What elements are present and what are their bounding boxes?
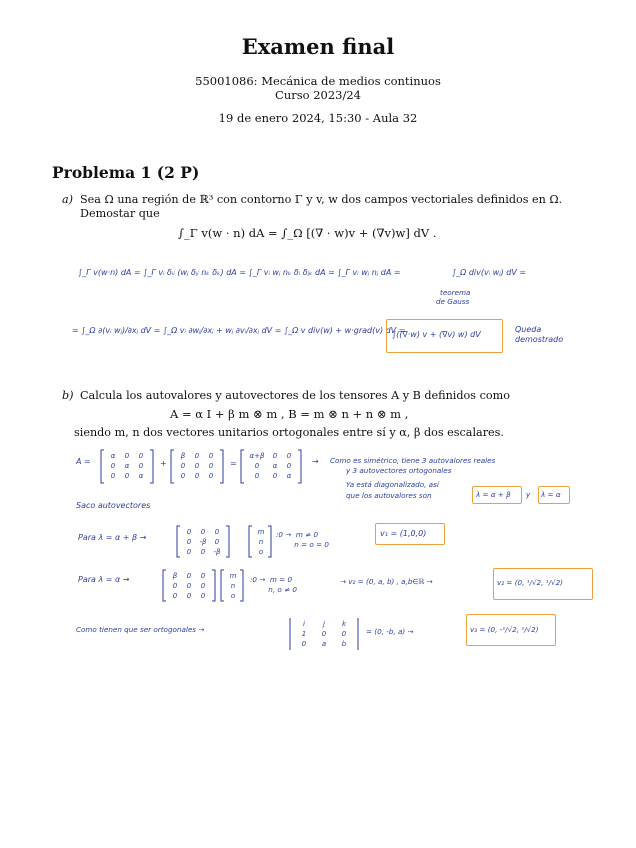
hw-b-case1-eigen: v₁ = (1,0,0) [380, 529, 427, 538]
part-b-statement-2: siendo m, n dos vectores unitarios ortogonales entre sí y α, β dos escalares. [74, 426, 504, 439]
exam-date: 19 de enero 2024, 15:30 - Aula 32 [218, 111, 418, 125]
hw-b-case2-eigen: v₂ = (0, ¹/√2, ¹/√2) [497, 578, 563, 587]
vector-case1: m n o [257, 528, 265, 556]
matrix-beta: β 0 0 0 0 0 0 0 0 [180, 452, 214, 480]
bracket [249, 526, 252, 557]
part-a-formula: ∫_Γ v(w · n) dA = ∫_Ω [(∇ · w)v + (∇v)w] dV . [178, 226, 437, 240]
hw-a-result: ∫((∇·w) v + (∇v) w) dV [392, 330, 481, 339]
bracket [221, 570, 224, 601]
hw-b-arrow: → [312, 457, 319, 466]
hw-b-case2-mid: :0 → m = 0 n, o ≠ 0 [250, 575, 297, 594]
matrix-case2: β 0 0 0 0 0 0 0 0 [172, 572, 206, 600]
hw-b-case3-label: Como tienen que ser ortogonales → [76, 625, 205, 634]
part-b-label: b) [62, 389, 74, 402]
hw-b-note-4: que los autovalores son [346, 491, 432, 500]
hw-a-line2: = ∫_Ω ∂(vᵢ wⱼ)/∂xⱼ dV = ∫_Ω vᵢ ∂wⱼ/∂xⱼ + wⱼ ∂vᵢ/∂xⱼ dV = ∫_Ω v div(w) + w·grad(v) dV = [72, 326, 406, 335]
vector-case2: m n o [229, 572, 237, 600]
part-b-statement: Calcula los autovalores y autovectores de los tensores A y B definidos como [80, 389, 510, 402]
hw-b-equals: = [230, 459, 237, 468]
matrix-alpha-identity: α 0 0 0 α 0 0 0 α [110, 452, 144, 480]
exam-title: Examen final [241, 34, 395, 59]
bracket [163, 570, 166, 601]
part-b-formula: A = α I + β m ⊗ m , B = m ⊗ n + n ⊗ m , [170, 407, 409, 421]
bracket [240, 570, 243, 601]
hw-a-theorem-1: teorema [440, 288, 471, 297]
hw-b-A: A = [76, 457, 91, 466]
matrix-case1: 0 0 0 0 -β 0 0 0 -β [186, 528, 221, 556]
hw-b-note-1: Como es simétrico, tiene 3 autovalores reales [330, 456, 496, 465]
part-a-statement-2: Demostar que [80, 207, 160, 220]
bracket [241, 450, 244, 483]
determinant: i j k 1 0 0 0 a b [301, 620, 347, 648]
hw-a-done-2: demostrado [515, 335, 564, 344]
hw-b-note-3: Ya está diagonalizado, así [346, 480, 439, 489]
hw-b-note-2: y 3 autovectores ortogonales [346, 466, 452, 475]
hw-b-case3-eq: = (0, -b, a) → [366, 627, 414, 636]
bracket [220, 450, 223, 483]
bracket [226, 526, 229, 557]
problem-heading: Problema 1 (2 P) [52, 163, 200, 182]
hw-a-done-1: Queda [515, 325, 542, 334]
course-name: 55001086: Mecánica de medios continuos [195, 74, 441, 88]
bracket [171, 450, 174, 483]
hw-b-lambda-1: λ = α + β [476, 490, 511, 499]
hw-b-plus: + [160, 459, 167, 468]
bracket [212, 570, 215, 601]
bracket [177, 526, 180, 557]
hw-b-lambda-2: λ = α [541, 490, 561, 499]
hw-b-saco: Saco autovectores [76, 501, 151, 510]
hw-a-line1: ∫_Γ v(w·n) dA = ∫_Γ vᵢ δᵢᵢ (wⱼ δⱼᵢ nₖ δₖ) dA = ∫_Γ vᵢ wⱼ nₖ δᵢ δⱼₖ dA = ∫_Γ vᵢ wⱼ nⱼ dA = [78, 268, 401, 277]
matrix-A: α+β 0 0 0 α 0 0 0 α [249, 452, 292, 480]
hw-b-case1-label: Para λ = α + β → [78, 533, 147, 542]
hw-b-case2-label: Para λ = α → [78, 575, 130, 584]
hw-a-line1-end: ∫_Ω div(vᵢ wⱼ) dV = [452, 268, 527, 277]
bracket [101, 450, 104, 483]
hw-b-and: y [526, 490, 531, 499]
bracket [268, 526, 271, 557]
part-a-label: a) [62, 193, 74, 206]
hw-b-case1-result: :0 → m ≠ 0 n = o = 0 [276, 530, 329, 549]
hw-b-case3-eigen: v₃ = (0, -¹/√2, ¹/√2) [470, 625, 539, 634]
bracket [150, 450, 153, 483]
part-a-statement: Sea Ω una región de ℝ³ con contorno Γ y v, w dos campos vectoriales definidos en Ω. [80, 193, 563, 206]
hw-b-case2-v2: → v₂ = (0, a, b) , a,b∈ℝ → [340, 577, 433, 586]
course-year: Curso 2023/24 [275, 88, 361, 102]
bracket [298, 450, 301, 483]
hw-a-theorem-2: de Gauss [436, 297, 470, 306]
